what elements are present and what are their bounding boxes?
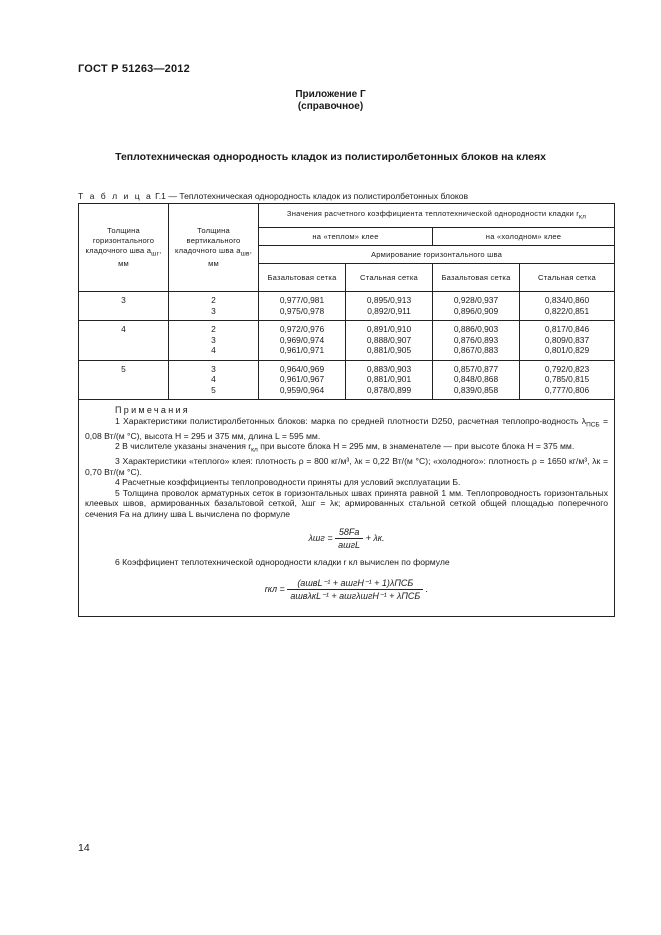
cell-steel-cold bbox=[520, 360, 615, 400]
cell-value: 0,961/0,967 bbox=[279, 374, 325, 384]
col-header-steel-warm: Стальная сетка bbox=[346, 264, 433, 292]
cell-value: 0,977/0,981 bbox=[279, 295, 325, 305]
formula-2-tail: . bbox=[425, 583, 429, 594]
notes-block bbox=[79, 400, 615, 617]
col-header-reinforcement: Армирование горизонтального шва bbox=[259, 246, 615, 264]
formula-2-numerator: (aшвL⁻¹ + aшгH⁻¹ + 1)λПСБ bbox=[287, 577, 423, 590]
note-5: 5 Толщина проволок арматурных сеток в горизонтальных швах принята равной 1 мм. Теплопроводность горизонтальных клеевых швов, армированных базальтовой сеткой, λшг = λк; армированных стальной сеткой общей площадью поперечного сечения Fа на длину шва L вычислена по формуле bbox=[85, 487, 608, 519]
cell-value: 0,891/0,910 bbox=[366, 324, 412, 334]
cell-horizontal-seam: 5 bbox=[79, 360, 169, 400]
table-row bbox=[79, 360, 615, 400]
standard-number: ГОСТ Р 51263—2012 bbox=[78, 63, 190, 75]
cell-value: 0,969/0,974 bbox=[279, 334, 325, 345]
cell-value: 4 bbox=[211, 374, 216, 384]
cell-value: 0,792/0,823 bbox=[544, 363, 590, 374]
formula-1-numerator: 58Fа bbox=[335, 526, 363, 539]
appendix-title: Приложение Г bbox=[295, 89, 366, 100]
cell-vertical-seam bbox=[169, 321, 259, 361]
col-header-coefficient: Значения расчетного коэффициента теплотехнической однородности кладки $r_{кл}$ bbox=[259, 204, 615, 228]
appendix-subtitle: (справочное) bbox=[297, 101, 364, 112]
cell-value: 0,777/0,806 bbox=[544, 384, 590, 395]
cell-value: 3 bbox=[211, 305, 216, 316]
table-row bbox=[79, 292, 615, 321]
formula-2 bbox=[85, 577, 608, 602]
cell-value: 0,867/0,883 bbox=[453, 345, 499, 355]
cell-value: 0,881/0,901 bbox=[366, 374, 412, 384]
cell-value: 0,964/0,969 bbox=[279, 363, 325, 374]
formula-2-denominator: aшвλкL⁻¹ + aшгλшгH⁻¹ + λПСБ bbox=[290, 590, 421, 601]
cell-value: 0,848/0,868 bbox=[453, 374, 499, 384]
cell-horizontal-seam: 4 bbox=[79, 321, 169, 361]
formula-2-lhs: rкл = bbox=[264, 583, 285, 594]
cell-steel-warm bbox=[346, 321, 433, 361]
cell-basalt-cold bbox=[433, 321, 520, 361]
table-row bbox=[79, 321, 615, 361]
col-header-cold-glue: на «холодном» клее bbox=[433, 228, 615, 246]
cell-value: 0,961/0,971 bbox=[279, 345, 325, 355]
cell-basalt-warm bbox=[259, 292, 346, 321]
page-number: 14 bbox=[78, 842, 90, 854]
cell-value: 0,785/0,815 bbox=[544, 374, 590, 384]
page-title: Теплотехническая однородность кладок из полистиролбетонных блоков на клеях bbox=[115, 151, 546, 163]
cell-vertical-seam bbox=[169, 360, 259, 400]
cell-value: 0,928/0,937 bbox=[453, 295, 499, 305]
note-6: 6 Коэффициент теплотехнической однородности кладки r кл вычислен по формуле bbox=[115, 557, 450, 568]
formula-1-fraction bbox=[335, 526, 363, 551]
cell-value: 0,809/0,837 bbox=[544, 334, 590, 345]
cell-value: 0,959/0,964 bbox=[279, 384, 325, 395]
cell-steel-warm bbox=[346, 292, 433, 321]
cell-value: 0,801/0,829 bbox=[544, 345, 590, 355]
cell-basalt-warm bbox=[259, 321, 346, 361]
col-header-vertical-seam: Толщина вертикального кладочного шва $a_{шв}$, мм bbox=[169, 204, 259, 292]
cell-basalt-cold bbox=[433, 360, 520, 400]
cell-value: 3 bbox=[211, 334, 216, 345]
cell-value: 0,975/0,978 bbox=[279, 305, 325, 316]
note-1: 1 Характеристики полистиролбетонных блоков: марка по средней плотности D250, расчетная теплопро-водность $\lambda_{ПСБ} = 0,08$ Вт/(м °С), высота H = 295 и 375 мм, длина L = 595 мм. bbox=[85, 415, 608, 441]
table-caption-text: Г.1 — Теплотехническая однородность кладок из полистиролбетонных блоков bbox=[152, 191, 469, 201]
table-caption bbox=[78, 191, 468, 201]
cell-horizontal-seam: 3 bbox=[79, 292, 169, 321]
table-caption-prefix: Т а б л и ц а bbox=[78, 191, 153, 201]
cell-vertical-seam bbox=[169, 292, 259, 321]
cell-value: 0,881/0,905 bbox=[366, 345, 412, 355]
cell-basalt-cold bbox=[433, 292, 520, 321]
appendix-heading bbox=[0, 89, 661, 113]
cell-value: 0,817/0,846 bbox=[544, 324, 590, 334]
cell-value: 0,834/0,860 bbox=[544, 295, 590, 305]
cell-value: 0,895/0,913 bbox=[366, 295, 412, 305]
cell-value: 5 bbox=[211, 384, 216, 395]
cell-value: 0,857/0,877 bbox=[453, 363, 499, 374]
note-4: 4 Расчетные коэффициенты теплопроводности приняты для условий эксплуатации Б. bbox=[115, 477, 461, 488]
formula-1-lhs: λшг = bbox=[308, 533, 333, 544]
cell-value: 3 bbox=[211, 363, 216, 374]
data-table bbox=[78, 203, 615, 617]
cell-value: 0,892/0,911 bbox=[367, 305, 411, 316]
cell-value: 2 bbox=[211, 324, 216, 334]
cell-value: 0,876/0,893 bbox=[453, 334, 499, 345]
col-header-horizontal-seam: Толщина горизонтального кладочного шва $a_{шг}$, мм bbox=[79, 204, 169, 292]
cell-steel-cold bbox=[520, 321, 615, 361]
col-header-basalt-warm: Базальтовая сетка bbox=[259, 264, 346, 292]
note-3: 3 Характеристики «теплого» клея: плотность ρ = 800 кг/м³, λк = 0,22 Вт/(м °С); «холодного»: плотность ρ = 1650 кг/м³, λк = 0,70 Вт/(м °С). bbox=[85, 456, 608, 477]
col-header-basalt-cold: Базальтовая сетка bbox=[433, 264, 520, 292]
cell-value: 0,883/0,903 bbox=[366, 363, 412, 374]
formula-2-fraction bbox=[287, 577, 423, 602]
cell-value: 0,886/0,903 bbox=[453, 324, 499, 334]
col-header-steel-cold: Стальная сетка bbox=[520, 264, 615, 292]
cell-value: 0,878/0,899 bbox=[366, 384, 412, 395]
note-2: 2 В числителе указаны значения $r_{кл}$ при высоте блока H = 295 мм, в знаменателе — при высоте блока H = 375 мм. bbox=[115, 441, 575, 454]
formula-1 bbox=[85, 526, 608, 551]
cell-value: 0,888/0,907 bbox=[366, 334, 412, 345]
formula-1-denominator: aшгL bbox=[338, 540, 361, 551]
cell-steel-cold bbox=[520, 292, 615, 321]
cell-basalt-warm bbox=[259, 360, 346, 400]
cell-value: 0,896/0,909 bbox=[453, 305, 499, 316]
cell-value: 0,839/0,858 bbox=[453, 384, 499, 395]
col-header-warm-glue: на «теплом» клее bbox=[259, 228, 433, 246]
cell-value: 4 bbox=[211, 345, 216, 355]
formula-1-tail: + λк. bbox=[365, 533, 385, 544]
cell-steel-warm bbox=[346, 360, 433, 400]
notes-heading: Примечания bbox=[115, 405, 190, 415]
cell-value: 0,972/0,976 bbox=[279, 324, 325, 334]
cell-value: 0,822/0,851 bbox=[544, 305, 590, 316]
cell-value: 2 bbox=[211, 295, 216, 305]
